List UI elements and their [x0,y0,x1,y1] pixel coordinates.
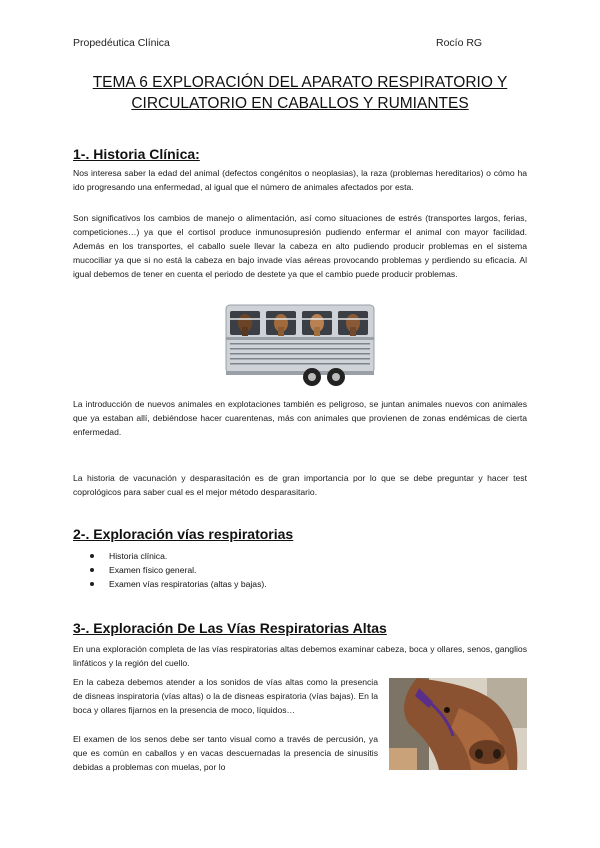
section-3-paragraph-2: En la cabeza debemos atender a los sonidos de vías altas como la presencia de disneas inspiratoria (vías altas) o la de disneas espiratoria (vías bajas). En la boca y ollares fijarnos en la presencia de moco, líquidos… [73,677,378,715]
horse-head-photo [389,678,527,770]
section-1-paragraph-1: Nos interesa saber la edad del animal (defectos congénitos o neoplasias), la raza (problemas hereditarios) o cómo ha ido progresando una enfermedad, al igual que el número de animales afectados por esta. [73,168,527,192]
title-line-1: TEMA 6 EXPLORACIÓN DEL APARATO RESPIRATORIO Y [92,74,508,91]
section-3-paragraph-3: El examen de los senos debe ser tanto visual como a través de percusión, ya que es común en caballos y en vacas descuernadas la presencia de sinusitis debidas a problemas con muelas, por lo [73,734,378,772]
header-course: Propedéutica Clínica [73,37,170,49]
section-3-heading: 3-. Exploración De Las Vías Respiratorias Altas [73,620,387,636]
horse-trailer-image [224,301,376,387]
section-1-paragraph-2: Son significativos los cambios de manejo o alimentación, así como situaciones de estrés (transportes largos, ferias, competiciones…) ya que el cortisol produce inmunosupresión pudiendo enfermar el animal con mayor facilidad. Además en los transportes, el caballo suele llevar la cabeza en alto pudiendo producir problemas en el sistema mucociliar ya que si no está la cabeza en bajo invade vías aéreas provocando problemas y perdiendo su eficacia. Al igual debemos de tener en cuenta el periodo de destete ya que el cambio puede producir problemas. [73,213,527,279]
section-2-list [88,549,267,591]
list-item: Historia clínica. [88,549,267,563]
list-item: Examen físico general. [88,563,267,577]
section-1-heading: 1-. Historia Clínica: [73,146,200,162]
list-item: Examen vías respiratorias (altas y bajas). [88,577,267,591]
document-title [60,72,540,114]
header-author: Rocío RG [436,37,483,49]
title-line-2: CIRCULATORIO EN CABALLOS Y RUMIANTES [131,95,469,112]
section-3-paragraph-1: En una exploración completa de las vías respiratorias altas debemos examinar cabeza, boca y ollares, senos, ganglios linfáticos y la región del cuello. [73,644,527,668]
section-2-heading: 2-. Exploración vías respiratorias [73,526,294,542]
section-1-paragraph-3: La introducción de nuevos animales en explotaciones también es peligroso, se juntan animales nuevos con animales que ya estaban allí, debiéndose hacer cuarentenas, más con animales que provienen de zonas endémicas de cierta enfermedad. [73,399,527,437]
section-1-paragraph-4: La historia de vacunación y desparasitación es de gran importancia por lo que se debe preguntar y hacer test coprológicos para saber cual es el mejor método desparasitario. [73,473,527,497]
